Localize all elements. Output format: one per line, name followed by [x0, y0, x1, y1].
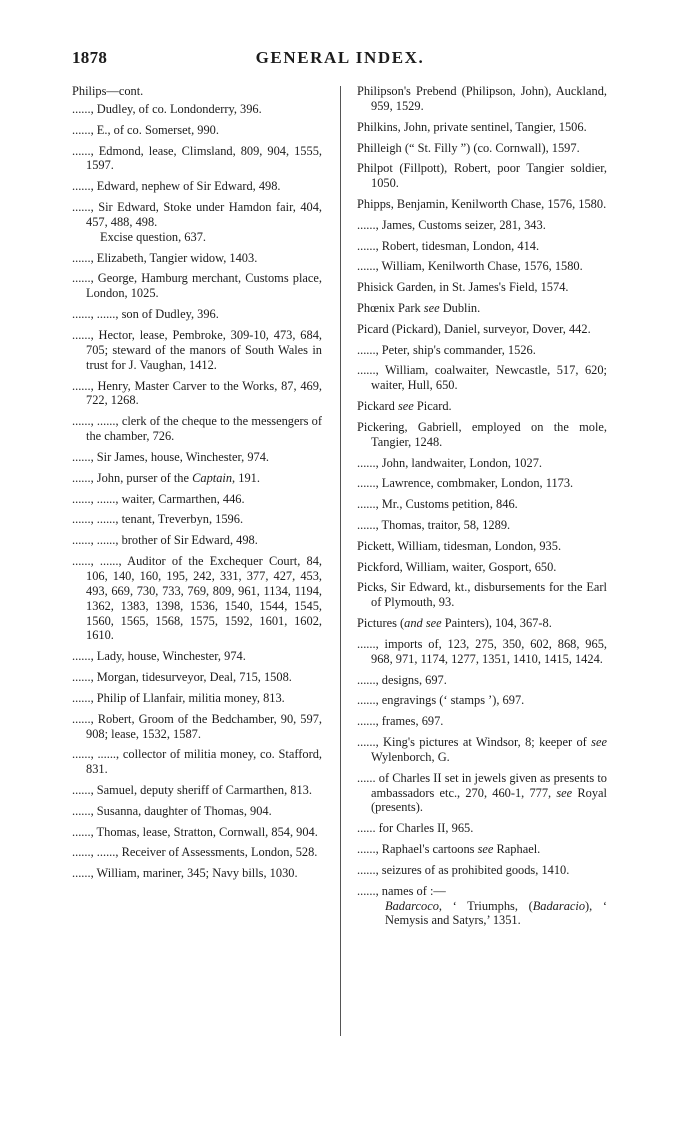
entry-text-tail: Dublin. — [439, 300, 481, 315]
index-entry — [357, 560, 607, 575]
entry-text: ......, John, purser of the — [72, 470, 193, 485]
continued-heading — [72, 84, 322, 99]
see-reference: see — [591, 734, 607, 749]
entry-text: Picard (Pickard), Daniel, surveyor, Dover, 442. — [357, 321, 591, 336]
index-entry — [72, 804, 322, 819]
picture-title: Badarcoco — [385, 898, 439, 913]
entry-text: ......, Henry, Master Carver to the Works, 87, 469, 722, 1268. — [72, 378, 322, 408]
index-entry — [357, 322, 607, 337]
entry-text: ......, imports of, 123, 275, 350, 602, 868, 965, 968, 971, 1174, 1277, 1351, 1410, 1415, 1424. — [357, 636, 607, 666]
index-entry — [357, 84, 607, 114]
entry-text: ......, ......, Auditor of the Exchequer Court, 84, 106, 140, 160, 195, 242, 331, 377, 427, 453, 493, 669, 730, 733, 769, 809, 961, 1134, 1194, 1362, 1383, 1398, 1536, 1540, 1544, 1545, 1560, 1565, 1568, 1575, 1592, 1601, 1602, 1610. — [72, 553, 322, 643]
entry-text-tail: Painters), 104, 367-8. — [441, 616, 552, 631]
entry-text-tail: ), ‘ Nemysis and Satyrs,’ 1351. — [385, 898, 607, 928]
entry-text: ......, King's pictures at Windsor, 8; keeper of — [357, 734, 592, 749]
entry-text: ......, William, coalwaiter, Newcastle, 517, 620; waiter, Hull, 650. — [357, 363, 607, 393]
index-entry — [72, 845, 322, 860]
entry-text: Philpot (Fillpott), Robert, poor Tangier soldier, 1050. — [357, 161, 607, 191]
entry-text: ......, Raphael's cartoons — [357, 842, 478, 857]
index-entry — [72, 866, 322, 881]
index-entry — [357, 673, 607, 688]
entry-text: ......, James, Customs seizer, 281, 343. — [357, 217, 546, 232]
see-reference: see — [397, 399, 414, 414]
entry-text: Pickett, William, tidesman, London, 935. — [357, 538, 562, 553]
entry-text: ......, Dudley, of co. Londonderry, 396. — [72, 101, 262, 116]
entry-text: ......, Samuel, deputy sheriff of Carmarthen, 813. — [72, 783, 312, 798]
entry-text: ......, Thomas, traitor, 58, 1289. — [357, 517, 511, 532]
entry-text-tail: Picard. — [413, 399, 452, 414]
index-entry — [357, 863, 607, 878]
index-entry — [72, 691, 322, 706]
index-entry — [72, 102, 322, 117]
index-entry — [357, 399, 607, 414]
index-entry — [357, 476, 607, 491]
index-entry — [357, 301, 607, 316]
left-column — [72, 84, 322, 887]
entry-text: ...... for Charles II, 965. — [357, 821, 474, 836]
entry-text: ......, Robert, Groom of the Bedchamber, 90, 597, 908; lease, 1532, 1587. — [72, 711, 322, 741]
index-entry — [357, 637, 607, 667]
entry-text: ......, Hector, lease, Pembroke, 309-10, 473, 684, 705; steward of the manors of South Wales in trust for J. Vaughan, 1412. — [72, 327, 322, 372]
index-entry — [357, 616, 607, 631]
index-entry — [357, 343, 607, 358]
index-entry — [72, 179, 322, 194]
entry-text: ......, designs, 697. — [357, 672, 447, 687]
index-entry — [357, 120, 607, 135]
entry-text: ......, George, Hamburg merchant, Customs place, London, 1025. — [72, 271, 322, 301]
entry-text: ......, ......, Receiver of Assessments, London, 528. — [72, 845, 318, 860]
index-entry — [357, 363, 607, 393]
index-entry — [357, 456, 607, 471]
index-entry — [72, 200, 322, 245]
index-entry — [357, 714, 607, 729]
index-entry — [357, 693, 607, 708]
entry-text: Pictures ( — [357, 616, 405, 631]
see-reference: see — [477, 842, 494, 857]
entry-text: ......, Mr., Customs petition, 846. — [357, 497, 518, 512]
entry-text: ......, ......, brother of Sir Edward, 498. — [72, 533, 258, 548]
index-entry — [72, 825, 322, 840]
entry-text: ......, engravings (‘ stamps ’), 697. — [357, 693, 525, 708]
entry-text-tail: , 191. — [232, 470, 260, 485]
index-entry — [357, 259, 607, 274]
index-entry — [357, 420, 607, 450]
entry-subline: Excise question, 637. — [100, 229, 206, 244]
index-entry — [357, 218, 607, 233]
see-reference: see — [556, 785, 573, 800]
entry-text: ......, William, mariner, 345; Navy bills, 1030. — [72, 866, 298, 881]
entry-text: ...... of Charles II set in jewels given as presents to ambassadors etc., 270, 460-1, 777, — [357, 770, 607, 800]
entry-text: ......, ......, clerk of the cheque to the messengers of the chamber, 726. — [72, 414, 322, 444]
index-entry — [72, 271, 322, 301]
entry-text: ......, Philip of Llanfair, militia money, 813. — [72, 690, 285, 705]
entry-text: ......, Lawrence, combmaker, London, 1173. — [357, 476, 574, 491]
entry-text: ......, Edward, nephew of Sir Edward, 498. — [72, 179, 281, 194]
entry-text-tail: Wylenborch, G. — [371, 749, 450, 764]
index-entry — [72, 533, 322, 548]
entry-text: Pickard — [357, 399, 398, 414]
right-column — [357, 84, 607, 934]
index-entry — [357, 518, 607, 533]
index-entry — [72, 450, 322, 465]
entry-subline — [371, 899, 607, 929]
entry-text: ......, seizures of as prohibited goods, 1410. — [357, 862, 570, 877]
entry-text: ......, frames, 697. — [357, 714, 444, 729]
column-divider — [340, 86, 341, 1036]
continued-heading-text: Philips—cont. — [72, 84, 144, 98]
entry-text: ......, ......, tenant, Treverbyn, 1596. — [72, 512, 244, 527]
index-entry — [357, 842, 607, 857]
entry-text: ......, Morgan, tidesurveyor, Deal, 715, 1508. — [72, 670, 292, 685]
index-entry — [72, 554, 322, 643]
index-entry — [72, 307, 322, 322]
entry-text: Pickering, Gabriell, employed on the mole, Tangier, 1248. — [357, 419, 607, 449]
index-entry — [357, 161, 607, 191]
entry-text: Pickford, William, waiter, Gosport, 650. — [357, 559, 557, 574]
index-entry — [357, 197, 607, 212]
index-entry — [357, 771, 607, 816]
entry-text: Philleigh (“ St. Filly ”) (co. Cornwall), 1597. — [357, 140, 580, 155]
entry-text: ......, Robert, tidesman, London, 414. — [357, 238, 540, 253]
entry-text: Philkins, John, private sentinel, Tangier, 1506. — [357, 119, 587, 134]
index-entry — [72, 414, 322, 444]
index-entry — [72, 649, 322, 664]
entry-text: Phisick Garden, in St. James's Field, 1574. — [357, 280, 569, 295]
entry-text: ......, ......, collector of militia money, co. Stafford, 831. — [72, 747, 322, 777]
entry-text: ......, Edmond, lease, Climsland, 809, 904, 1555, 1597. — [72, 143, 322, 173]
entry-text-tail: , ‘ Triumphs, ( — [438, 898, 533, 913]
entry-text: Phœnix Park — [357, 300, 424, 315]
index-entry — [72, 670, 322, 685]
index-entry — [357, 497, 607, 512]
ship-name: Captain — [192, 470, 233, 485]
entry-text: Picks, Sir Edward, kt., disbursements for the Earl of Plymouth, 93. — [357, 580, 607, 610]
index-entry — [72, 471, 322, 486]
entry-text: ......, ......, son of Dudley, 396. — [72, 307, 219, 322]
entry-text: ......, E., of co. Somerset, 990. — [72, 122, 219, 137]
running-head: GENERAL INDEX. — [255, 48, 425, 67]
index-entry — [72, 712, 322, 742]
entry-text-tail: Raphael. — [493, 842, 541, 857]
index-entry — [357, 884, 607, 929]
entry-text: Philipson's Prebend (Philipson, John), Auckland, 959, 1529. — [357, 84, 607, 113]
entry-text: ......, names of :— — [357, 883, 446, 898]
index-entry — [357, 821, 607, 836]
entry-text: ......, Sir James, house, Winchester, 974. — [72, 449, 269, 464]
see-reference: see — [423, 300, 440, 315]
entry-text: ......, Elizabeth, Tangier widow, 1403. — [72, 250, 258, 265]
index-entry — [357, 735, 607, 765]
index-entry — [357, 539, 607, 554]
entry-text: ......, Susanna, daughter of Thomas, 904. — [72, 803, 272, 818]
entry-text: ......, ......, waiter, Carmarthen, 446. — [72, 491, 245, 506]
entry-text: ......, Peter, ship's commander, 1526. — [357, 342, 536, 357]
index-entry — [72, 747, 322, 777]
index-entry — [72, 492, 322, 507]
index-entry — [357, 141, 607, 156]
index-entry — [357, 239, 607, 254]
painter-name: Badaracio — [532, 898, 586, 913]
entry-text: ......, Sir Edward, Stoke under Hamdon fair, 404, 457, 488, 498. — [72, 200, 322, 229]
entry-text: ......, William, Kenilworth Chase, 1576, 1580. — [357, 259, 583, 274]
see-reference: and see — [404, 616, 442, 631]
page-header — [72, 48, 608, 70]
index-entry — [72, 328, 322, 373]
index-entry — [72, 251, 322, 266]
index-entry — [72, 123, 322, 138]
index-entry — [72, 512, 322, 527]
entry-text-tail: Royal (presents). — [371, 785, 607, 815]
entry-text: ......, Thomas, lease, Stratton, Cornwall, 854, 904. — [72, 824, 318, 839]
index-entry — [72, 379, 322, 409]
page-number: 1878 — [72, 48, 108, 67]
entry-text: Phipps, Benjamin, Kenilworth Chase, 1576, 1580. — [357, 197, 607, 211]
entry-text: ......, Lady, house, Winchester, 974. — [72, 649, 246, 664]
index-entry — [72, 144, 322, 174]
entry-text: ......, John, landwaiter, London, 1027. — [357, 455, 542, 470]
index-entry — [72, 783, 322, 798]
index-entry — [357, 580, 607, 610]
index-entry — [357, 280, 607, 295]
